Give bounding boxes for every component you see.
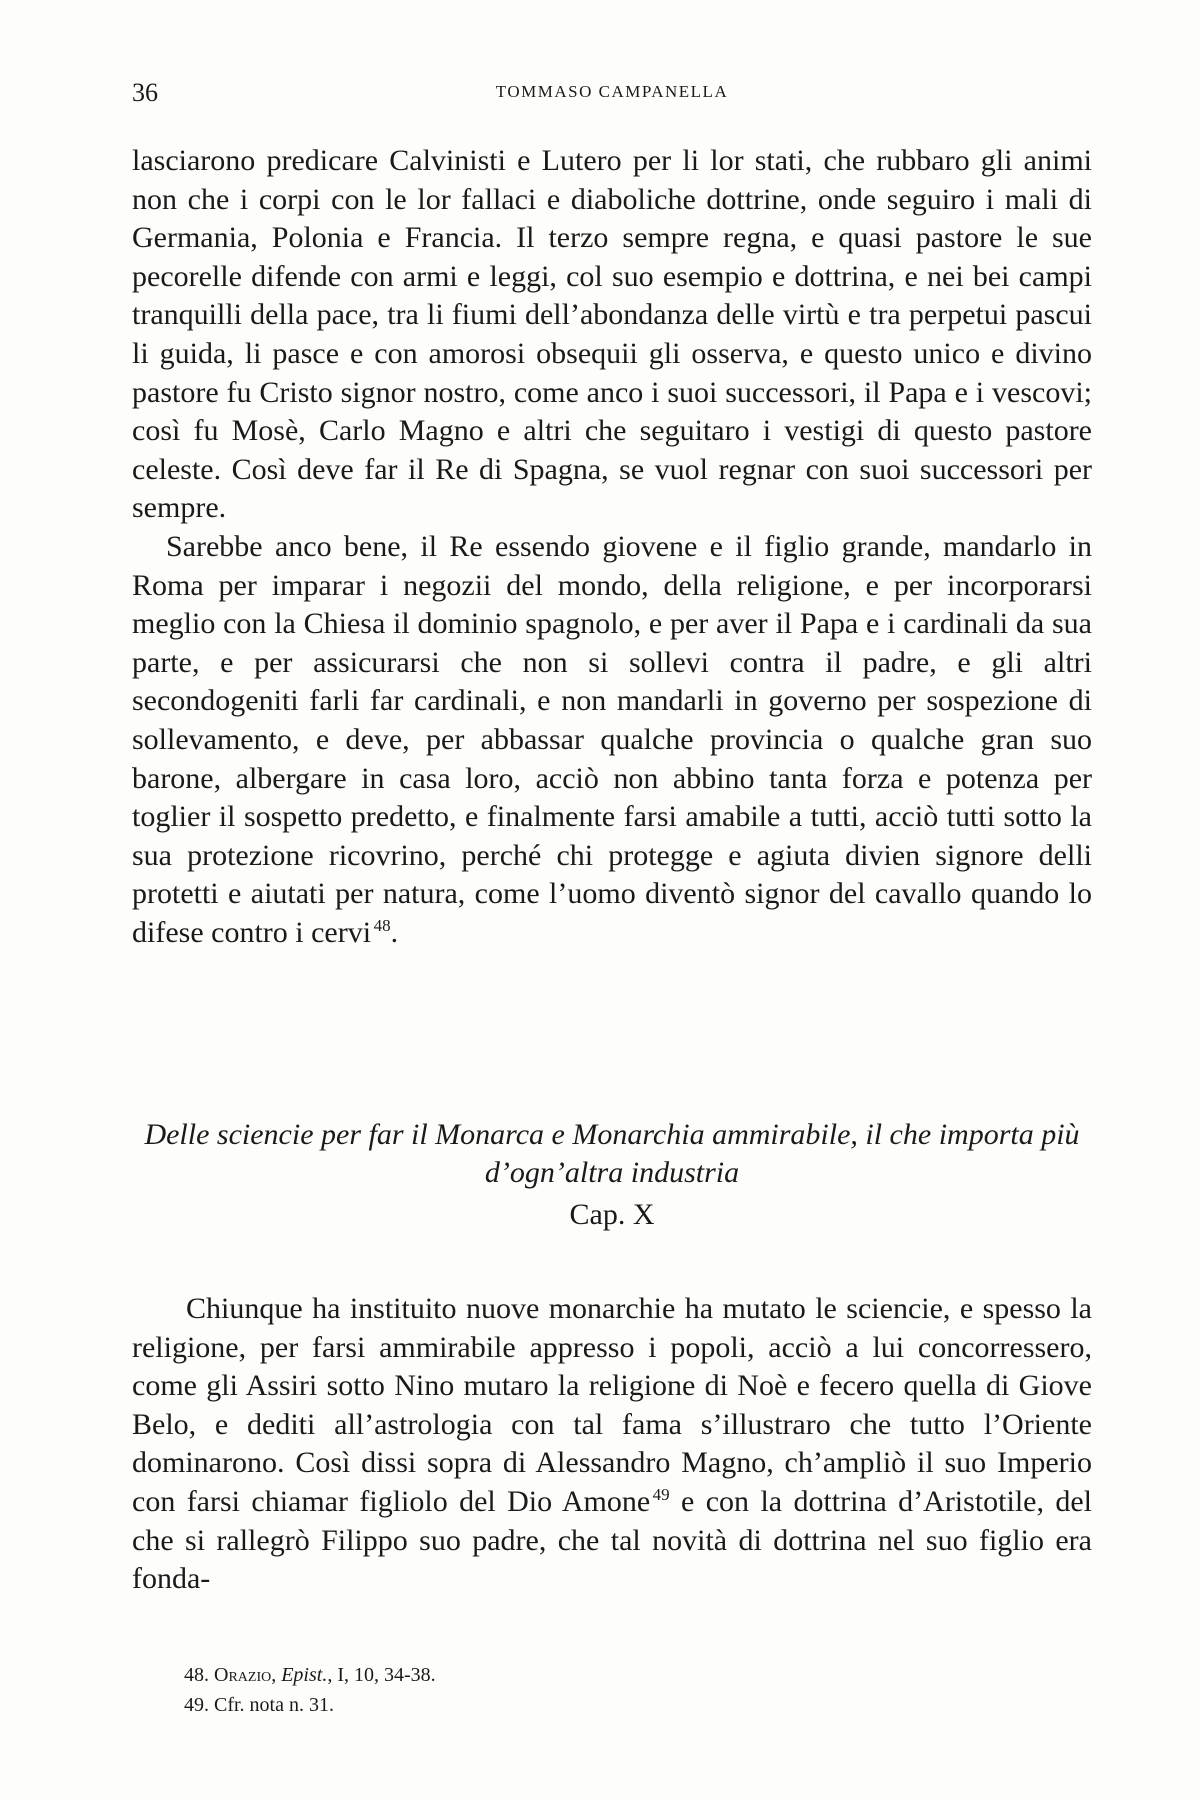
paragraph-text-continued: e con la dottrina d’Aristotile, del che si rallegrò Filippo suo padre, che tal novità di dottrina nel suo figlio era fonda- xyxy=(132,1484,1092,1596)
footnote-reference: , I, 10, 34-38. xyxy=(327,1664,436,1686)
running-head: TOMMASO CAMPANELLA xyxy=(495,82,729,101)
footnote-number: 49. xyxy=(184,1694,209,1716)
footnote-49 xyxy=(184,1690,884,1720)
chapter-title: Delle sciencie per far il Monarca e Monarchia ammirabile, il che importa più d’ogn’altra industria xyxy=(144,1118,1080,1189)
paragraph-end: . xyxy=(390,915,399,949)
page-header xyxy=(132,78,1092,118)
footnote-number: 48. xyxy=(184,1664,209,1686)
page-number: 36 xyxy=(132,78,158,107)
footnotes xyxy=(184,1660,884,1720)
footnote-separator: , xyxy=(271,1664,282,1686)
paragraph xyxy=(132,1290,1092,1599)
footnote-author: Orazio xyxy=(214,1664,272,1686)
footnote-text: Cfr. nota n. 31. xyxy=(214,1694,334,1716)
footnote-work: Epist. xyxy=(281,1664,328,1686)
footnote-ref: 49 xyxy=(652,1484,670,1504)
paragraph-text: Sarebbe anco bene, il Re essendo giovene e il figlio grande, mandarlo in Roma per imparar i negozii del mondo, della religione, e per incorporarsi meglio con la Chiesa il dominio spagnolo, e per aver il Papa e i cardinali da sua parte, e per assicurarsi che non si sollevi contra il padre, e gli altri secondogeniti farli far cardinali, e non mandarli in governo per sospezione di sollevamento, e deve, per abbassar qualche provincia o qualche gran suo barone, albergare in casa loro, acciò non abbino tanta forza e potenza per toglier il sospetto predetto, e finalmente farsi amabile a tutti, acciò tutti sotto la sua protezione ricovrino, perché chi protegge e agiuta divien signore delli protetti e aiutati per natura, come l’uomo diventò signor del cavallo quando lo difese contro i cervi xyxy=(132,529,1092,949)
body-text-section-2 xyxy=(132,1290,1092,1599)
footnote-ref: 48 xyxy=(373,915,391,935)
paragraph xyxy=(132,528,1092,953)
paragraph: lasciarono predicare Calvinisti e Lutero per li lor stati, che rubbaro gli animi non che i corpi con le lor fallaci e diaboliche dottrine, onde seguiro i mali di Germania, Polonia e Francia. Il terzo sempre regna, e quasi pastore le sue pecorelle difende con armi e leggi, col suo esempio e dottrina, e nei bei campi tranquilli della pace, tra li fiumi dell’abondanza delle virtù e tra perpetui pascui li guida, li pasce e con amorosi obsequii gli osserva, e questo unico e divino pastore fu Cristo signor nostro, come anco i suoi successori, il Papa e i vescovi; così fu Mosè, Carlo Magno e altri che seguitaro i vestigi di questo pastore celeste. Così deve far il Re di Spagna, se vuol regnar con suoi successori per sempre. xyxy=(132,144,1092,525)
chapter-label: Cap. X xyxy=(569,1198,655,1231)
footnote-48 xyxy=(184,1660,884,1690)
body-text-section-1 xyxy=(132,142,1092,952)
paragraph-text: Chiunque ha instituito nuove monarchie ha mutato le sciencie, e spesso la religione, per farsi ammirabile appresso i popoli, acciò a lui concorressero, come gli Assiri sotto Nino mutaro la religione di Noè e fecero quella di Giove Belo, e dediti all’astrologia con tal fama s’illustraro che tutto l’Oriente dominarono. Così dissi sopra di Alessandro Magno, ch’ampliò il suo Imperio con farsi chiamar figliolo del Dio Amone xyxy=(132,1292,1092,1518)
